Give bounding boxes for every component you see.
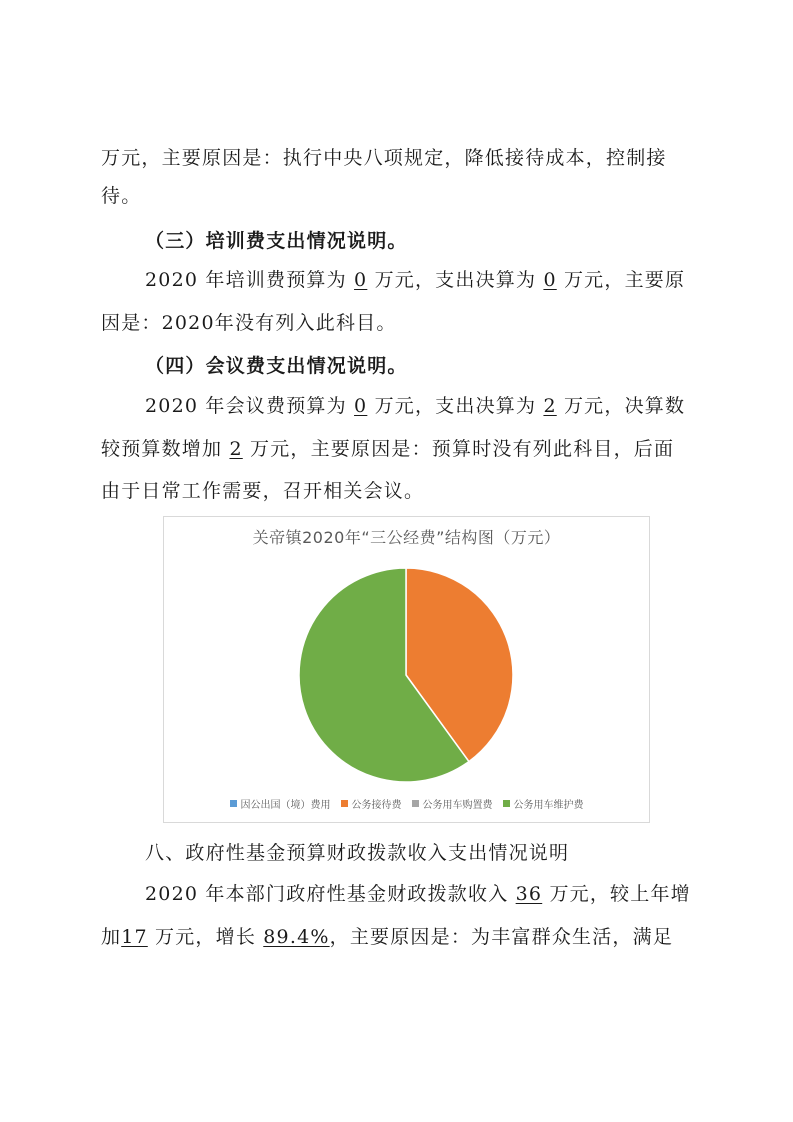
legend-item-0 (230, 796, 331, 811)
para-meeting-line-3: 由于日常工作需要，召开相关会议。 (101, 480, 425, 502)
meeting-increase-value: 2 (229, 438, 243, 460)
fund-income-value: 36 (515, 883, 543, 905)
pie-chart-svg (164, 517, 649, 822)
legend-swatch (341, 800, 348, 807)
pie-chart (163, 516, 650, 823)
text: 万元，增长 (147, 926, 264, 948)
fund-growth-value: 89.4% (263, 926, 330, 948)
para-meeting-line-1 (145, 394, 685, 418)
text: 加 (101, 926, 122, 948)
legend-label: 因公出国（境）费用 (240, 800, 331, 811)
training-actual-value: 0 (543, 269, 557, 291)
para-8-line-1 (145, 882, 691, 906)
fund-increase-value: 17 (121, 926, 148, 948)
para-1-line-1: 万元，主要原因是：执行中央八项规定，降低接待成本，控制接 (101, 147, 667, 169)
legend-item-2 (412, 796, 493, 811)
text: 2020 年本部门政府性基金财政拨款收入 (145, 883, 516, 905)
meeting-budget-value: 0 (354, 395, 368, 417)
para-training-line-1 (145, 268, 685, 292)
text: 较预算数增加 (101, 438, 230, 460)
text: 2020 年培训费预算为 (145, 269, 355, 291)
para-meeting-line-2 (101, 437, 674, 461)
meeting-actual-value: 2 (543, 395, 557, 417)
para-training-line-2: 因是：2020年没有列入此科目。 (101, 312, 397, 334)
legend-swatch (412, 800, 419, 807)
heading-section-8: 八、政府性基金预算财政拨款收入支出情况说明 (145, 842, 570, 864)
training-budget-value: 0 (354, 269, 368, 291)
text: 万元，支出决算为 (367, 395, 544, 417)
para-8-line-2 (101, 925, 673, 949)
legend-item-1 (341, 796, 402, 811)
legend-item-3 (503, 796, 584, 811)
legend-swatch (230, 800, 237, 807)
legend-label: 公务接待费 (351, 800, 402, 811)
text: 万元，支出决算为 (367, 269, 544, 291)
text: 万元，较上年增 (542, 883, 691, 905)
chart-title: 关帝镇2020年“三公经费”结构图（万元） (252, 528, 561, 547)
legend-label: 公务用车维护费 (513, 800, 584, 811)
heading-training-fee: （三）培训费支出情况说明。 (145, 230, 408, 252)
text: 2020 年会议费预算为 (145, 395, 355, 417)
heading-meeting-fee: （四）会议费支出情况说明。 (145, 355, 408, 377)
text: 万元，主要原因是：预算时没有列此科目，后面 (242, 438, 675, 460)
legend-swatch (503, 800, 510, 807)
chart-legend (164, 796, 649, 811)
text: 万元，决算数 (556, 395, 686, 417)
para-1-line-2: 待。 (101, 185, 142, 207)
text: 万元，主要原 (556, 269, 686, 291)
text: ，主要原因是：为丰富群众生活，满足 (329, 926, 674, 948)
legend-label: 公务用车购置费 (422, 800, 493, 811)
